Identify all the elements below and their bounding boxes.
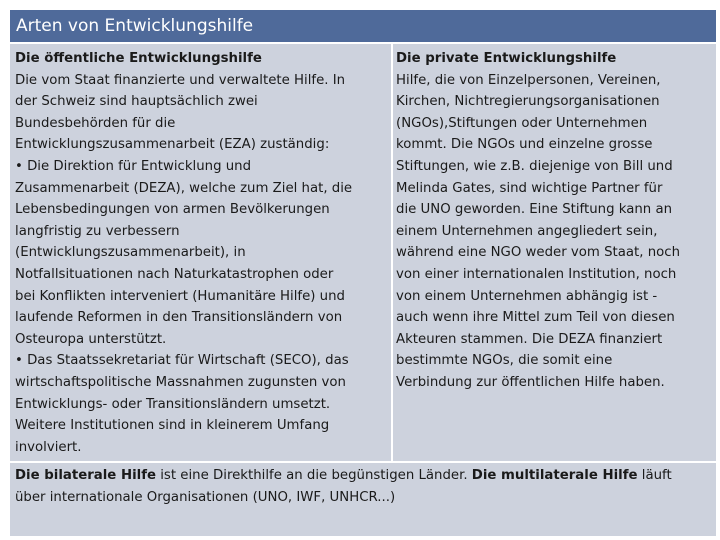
public-aid-line: Die vom Staat finanzierte und verwaltete Hilfe. In: [15, 72, 346, 88]
public-aid-line: Osteuropa unterstützt.: [15, 331, 167, 347]
header-bar: [10, 10, 716, 44]
private-aid-line: einem Unternehmen angegliedert sein,: [396, 223, 658, 239]
private-aid-title: Die private Entwicklungshilfe: [396, 51, 617, 66]
private-aid-line: kommt. Die NGOs und einzelne grosse: [396, 137, 653, 153]
public-aid-line: involviert.: [15, 439, 82, 455]
slide-title: Arten von Entwicklungshilfe: [16, 16, 254, 36]
public-aid-line: • Das Staatssekretariat für Wirtschaft (SECO), das: [15, 353, 349, 369]
private-aid-line: bestimmte NGOs, die somit eine: [396, 353, 613, 369]
private-aid-column: [396, 48, 712, 394]
private-aid-line: (NGOs),Stiftungen oder Unternehmen: [396, 115, 648, 131]
bilateral-description: ist eine Direkthilfe an die begünstigen Länder.: [156, 468, 472, 483]
multilateral-term: Die multilaterale Hilfe: [471, 468, 638, 483]
public-aid-line: • Die Direktion für Entwicklung und: [15, 158, 252, 174]
private-aid-line: von einem Unternehmen abhängig ist -: [396, 288, 658, 304]
column-divider: [391, 44, 393, 461]
public-aid-line: wirtschaftspolitische Massnahmen zugunsten von: [15, 374, 346, 390]
public-aid-line: Entwicklungs- oder Transitionsländern umsetzt.: [15, 396, 331, 412]
private-aid-line: Stiftungen, wie z.B. diejenige von Bill und: [396, 158, 673, 174]
footer-divider: [10, 461, 716, 463]
private-aid-line: Verbindung zur öffentlichen Hilfe haben.: [396, 374, 665, 390]
public-aid-line: Bundesbehörden für die: [15, 115, 176, 131]
footer-text: [15, 465, 711, 508]
private-aid-line: von einer internationalen Institution, noch: [396, 266, 677, 282]
public-aid-line: laufende Reformen in den Transitionsländern von: [15, 310, 343, 326]
public-aid-title: Die öffentliche Entwicklungshilfe: [15, 51, 262, 66]
public-aid-line: langfristig zu verbessern: [15, 223, 180, 239]
public-aid-line: (Entwicklungszusammenarbeit), in: [15, 245, 246, 261]
private-aid-line: Melinda Gates, sind wichtige Partner für: [396, 180, 663, 196]
slide: [10, 10, 716, 536]
private-aid-line: Akteuren stammen. Die DEZA finanziert: [396, 331, 663, 347]
private-aid-line: Kirchen, Nichtregierungsorganisationen: [396, 94, 660, 110]
public-aid-column: [15, 48, 387, 458]
bilateral-term: Die bilaterale Hilfe: [15, 468, 157, 483]
public-aid-line: Lebensbedingungen von armen Bevölkerungen: [15, 202, 330, 218]
private-aid-line: auch wenn ihre Mittel zum Teil von diesen: [396, 310, 675, 326]
footer-line-1: [15, 465, 711, 487]
private-aid-line: während eine NGO weder vom Staat, noch: [396, 245, 681, 261]
private-aid-line: die UNO geworden. Eine Stiftung kann an: [396, 202, 673, 218]
public-aid-line: der Schweiz sind hauptsächlich zwei: [15, 94, 258, 110]
public-aid-line: Entwicklungszusammenarbeit (EZA) zuständig:: [15, 137, 330, 153]
public-aid-line: Notfallsituationen nach Naturkatastrophen oder: [15, 266, 334, 282]
public-aid-line: Zusammenarbeit (DEZA), welche zum Ziel hat, die: [15, 180, 353, 196]
private-aid-line: Hilfe, die von Einzelpersonen, Vereinen,: [396, 72, 661, 88]
public-aid-line: bei Konflikten interveniert (Humanitäre Hilfe) und: [15, 288, 345, 304]
multilateral-description: läuft: [637, 468, 672, 483]
footer-line-2: über internationale Organisationen (UNO, IWF, UNHCR...): [15, 489, 396, 505]
public-aid-line: Weitere Institutionen sind in kleinerem Umfang: [15, 418, 330, 434]
